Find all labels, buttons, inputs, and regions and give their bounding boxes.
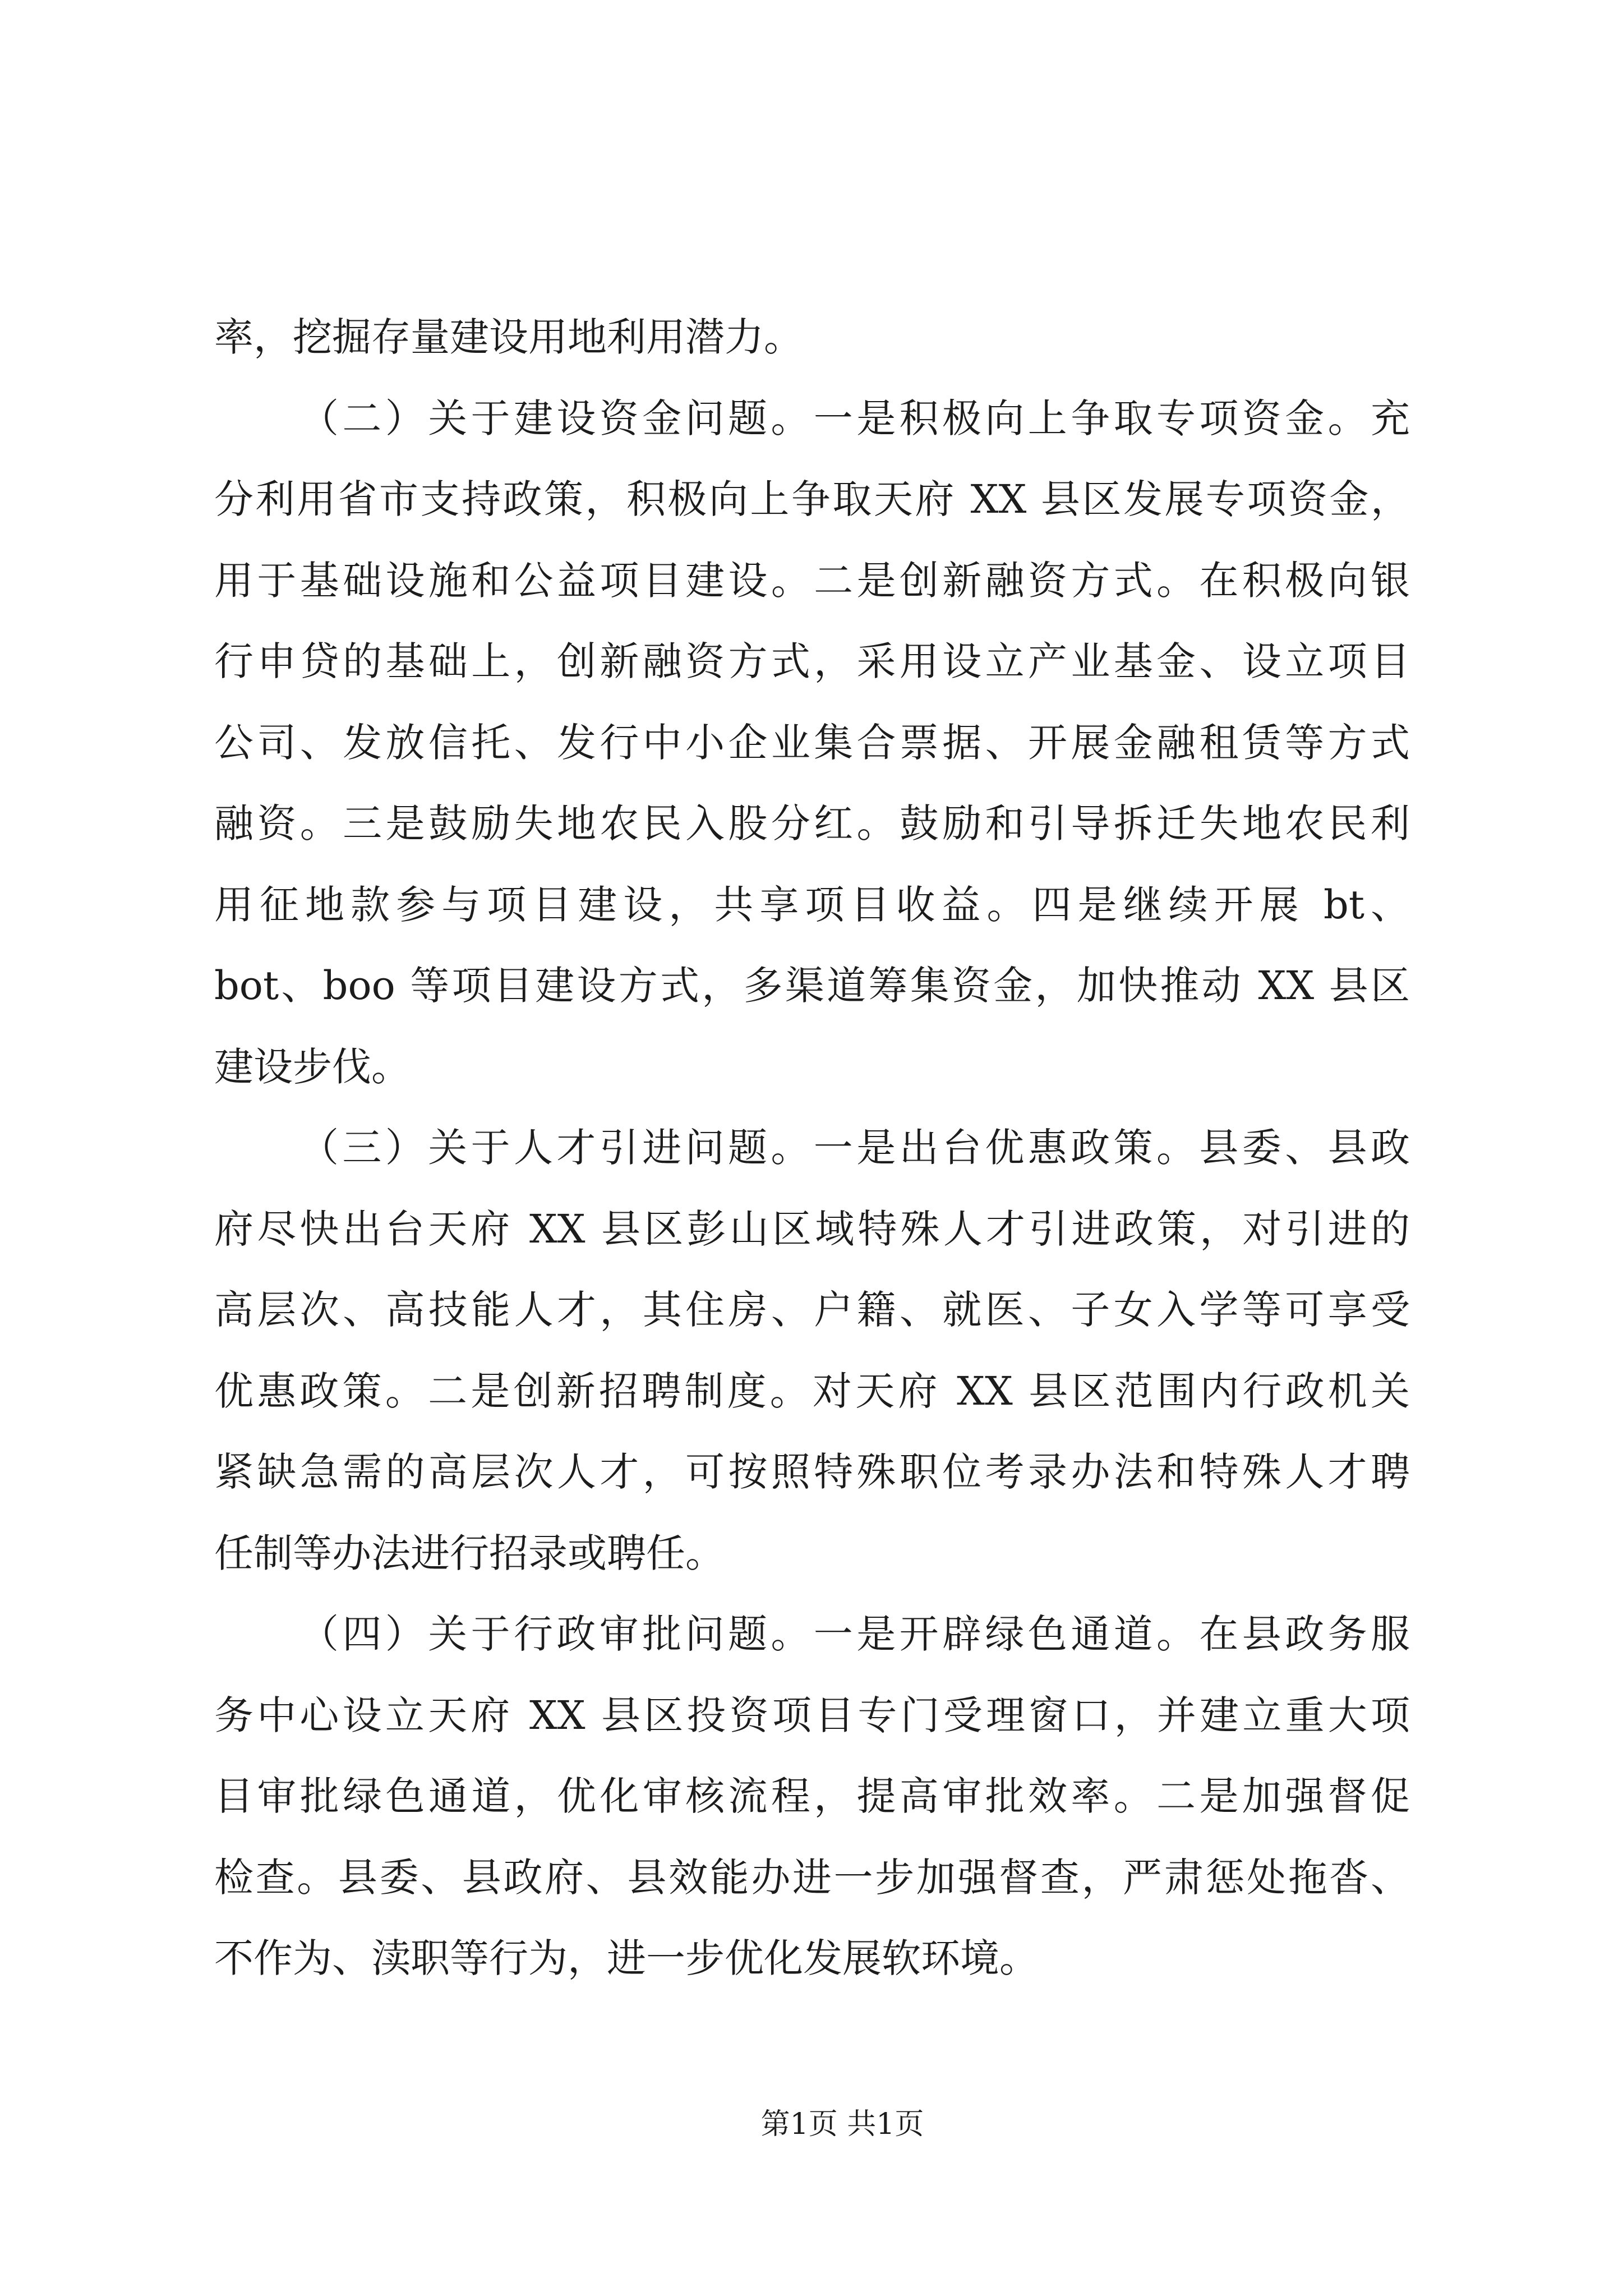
text-line: bot、boo 等项目建设方式，多渠道筹集资金，加快推动 XX 县区 <box>214 963 1410 1009</box>
paragraph <box>214 378 1410 1108</box>
text-line: （四）关于行政审批问题。一是开辟绿色通道。在县政务服 <box>299 1611 1410 1657</box>
document-body <box>214 297 1410 1999</box>
paragraph <box>214 297 1410 378</box>
text-line: 用征地款参与项目建设，共享项目收益。四是继续开展 bt、 <box>214 881 1410 928</box>
paragraph <box>214 1594 1410 1999</box>
text-line: （二）关于建设资金问题。一是积极向上争取专项资金。充 <box>299 395 1410 441</box>
page-footer <box>0 2105 1623 2144</box>
text-line: 率，挖掘存量建设用地利用潜力。 <box>214 314 803 360</box>
text-line: 紧缺急需的高层次人才，可按照特殊职位考录办法和特殊人才聘 <box>214 1449 1410 1495</box>
text-line: 检查。县委、县政府、县效能办进一步加强督查，严肃惩处拖沓、 <box>214 1854 1410 1901</box>
text-line: 任制等办法进行招录或聘任。 <box>214 1530 725 1576</box>
text-line: 高层次、高技能人才，其住房、户籍、就医、子女入学等可享受 <box>214 1287 1410 1333</box>
text-line: 融资。三是鼓励失地农民入股分红。鼓励和引导拆迁失地农民利 <box>214 800 1410 846</box>
text-line: 公司、发放信托、发行中小企业集合票据、开展金融租赁等方式 <box>214 719 1410 766</box>
text-line: 用于基础设施和公益项目建设。二是创新融资方式。在积极向银 <box>214 557 1410 604</box>
text-line: 行申贷的基础上，创新融资方式，采用设立产业基金、设立项目 <box>214 638 1410 684</box>
text-line: 建设步伐。 <box>214 1043 411 1090</box>
text-line: 目审批绿色通道，优化审核流程，提高审批效率。二是加强督促 <box>214 1773 1410 1819</box>
text-line: 不作为、渎职等行为，进一步优化发展软环境。 <box>214 1935 1039 1981</box>
page-number: 第1页 共1页 <box>760 2108 924 2141</box>
paragraph <box>214 1107 1410 1594</box>
text-line: 优惠政策。二是创新招聘制度。对天府 XX 县区范围内行政机关 <box>214 1368 1410 1414</box>
text-line: （三）关于人才引进问题。一是出台优惠政策。县委、县政 <box>299 1125 1410 1171</box>
text-line: 务中心设立天府 XX 县区投资项目专门受理窗口，并建立重大项 <box>214 1692 1410 1738</box>
text-line: 分利用省市支持政策，积极向上争取天府 XX 县区发展专项资金， <box>214 476 1410 522</box>
text-line: 府尽快出台天府 XX 县区彭山区域特殊人才引进政策，对引进的 <box>214 1205 1410 1252</box>
